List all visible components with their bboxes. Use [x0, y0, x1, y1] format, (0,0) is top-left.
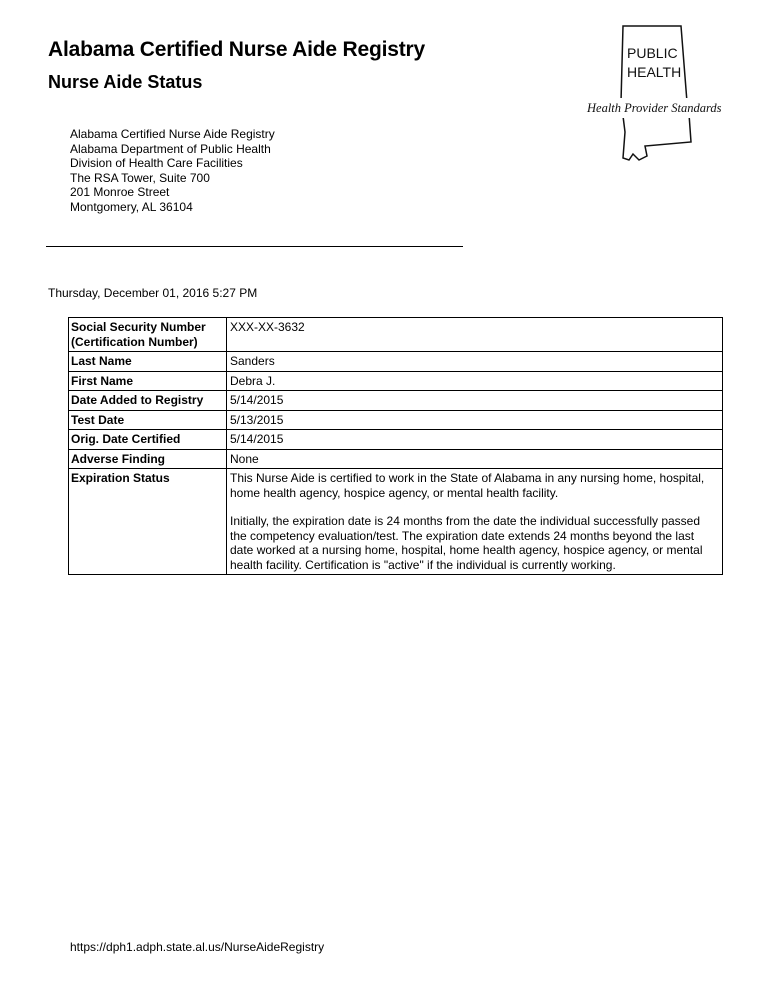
report-datetime: Thursday, December 01, 2016 5:27 PM [48, 286, 258, 300]
logo-tagline: Health Provider Standards [587, 101, 722, 115]
address-line: The RSA Tower, Suite 700 [70, 170, 210, 185]
expiration-status-label: Expiration Status [69, 469, 227, 575]
expiration-paragraph: Initially, the expiration date is 24 months from the date the individual successfully passed the competency evaluation/test. The expiration date extends 24 months beyond the last date worked at a nursing home, hospital, home health agency, hospice agency, or mental health facility. Certification is "active" if the individual is currently working. [230, 514, 703, 572]
header-divider [46, 246, 463, 247]
table-row [69, 318, 723, 352]
address-line: Montgomery, AL 36104 [70, 199, 193, 214]
address-line: Alabama Certified Nurse Aide Registry [70, 127, 275, 141]
address-line: Alabama Department of Public Health [70, 141, 271, 156]
orig-certified-value: 5/14/2015 [227, 430, 723, 450]
adverse-finding-value: None [227, 449, 723, 469]
row-label [69, 318, 227, 352]
logo-line-2: HEALTH [627, 64, 682, 80]
page-title: Alabama Certified Nurse Aide Registry [48, 38, 425, 61]
first-name-value: Debra J. [227, 371, 723, 391]
table-row [69, 469, 723, 575]
last-name-label: Last Name [69, 352, 227, 372]
address-line: 201 Monroe Street [70, 185, 170, 200]
ssn-label: Social Security Number [71, 320, 206, 334]
first-name-label: First Name [69, 371, 227, 391]
footer-url: https://dph1.adph.state.al.us/NurseAideRegistry [70, 940, 325, 954]
date-added-label: Date Added to Registry [69, 391, 227, 411]
adverse-finding-label: Adverse Finding [69, 449, 227, 469]
last-name-value: Sanders [227, 352, 723, 372]
public-health-logo [583, 22, 723, 164]
logo-line-1: PUBLIC [627, 45, 678, 61]
orig-certified-label: Orig. Date Certified [69, 430, 227, 450]
table-row [69, 449, 723, 469]
agency-address [70, 127, 275, 215]
page-subtitle: Nurse Aide Status [48, 72, 203, 92]
expiration-paragraph: This Nurse Aide is certified to work in the State of Alabama in any nursing home, hospital, home health agency, hospice agency, or mental health facility. [230, 471, 705, 500]
certification-number-label: (Certification Number) [71, 334, 198, 349]
address-line: Division of Health Care Facilities [70, 156, 243, 171]
table-row [69, 430, 723, 450]
table-row [69, 352, 723, 372]
test-date-label: Test Date [69, 410, 227, 430]
expiration-status-value [227, 469, 723, 575]
test-date-value: 5/13/2015 [227, 410, 723, 430]
nurse-aide-record-table [68, 317, 723, 575]
date-added-value: 5/14/2015 [227, 391, 723, 411]
table-row [69, 371, 723, 391]
table-row [69, 391, 723, 411]
table-row [69, 410, 723, 430]
ssn-value: XXX-XX-3632 [227, 318, 723, 352]
